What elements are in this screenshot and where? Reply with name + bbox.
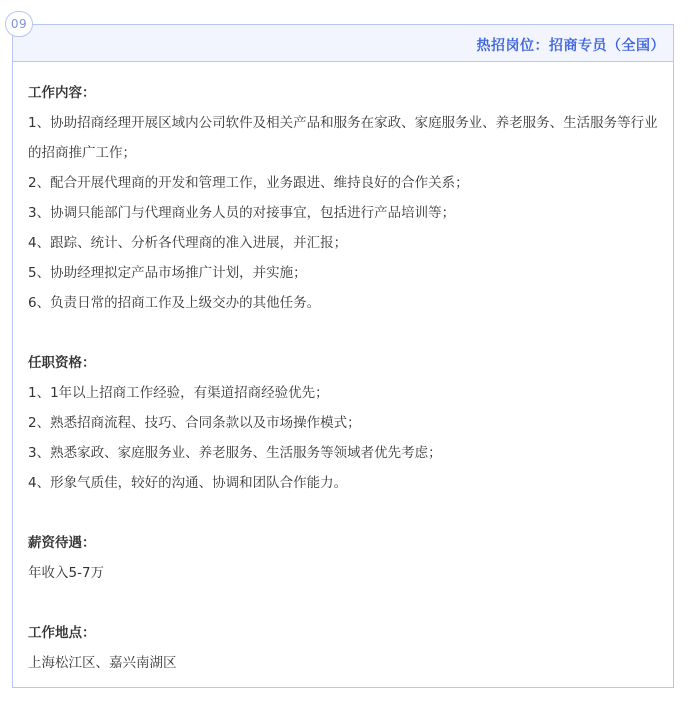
section-title-location: 工作地点： [28,625,96,641]
duty-item: 2、配合开展代理商的开发和管理工作，业务跟进、维持良好的合作关系； [28,175,469,191]
qualification-item: 3、熟悉家政、家庭服务业、养老服务、生活服务等领域者优先考虑； [28,445,442,461]
badge-number: 09 [10,17,28,31]
section-number-badge [5,11,33,37]
section-title-duties: 工作内容： [28,85,96,101]
duty-item: 1、协助招商经理开展区域内公司软件及相关产品和服务在家政、家庭服务业、养老服务、生活服务等行业的招商推广工作； [28,115,658,161]
salary-value: 年收入5-7万 [28,565,105,581]
duty-item: 5、协助经理拟定产品市场推广计划，并实施； [28,265,307,281]
card-header [13,25,673,62]
duty-item: 4、跟踪、统计、分析各代理商的准入进展，并汇报； [28,235,348,251]
qualification-item: 1、1年以上招商工作经验，有渠道招商经验优先； [28,385,329,401]
duty-item: 3、协调只能部门与代理商业务人员的对接事宜，包括进行产品培训等； [28,205,456,221]
section-title-salary: 薪资待遇： [28,535,96,551]
location-value: 上海松江区、嘉兴南湖区 [28,655,177,671]
job-description [28,78,668,678]
duty-item: 6、负责日常的招商工作及上级交办的其他任务。 [28,295,321,311]
qualification-item: 4、形象气质佳，较好的沟通、协调和团队合作能力。 [28,475,348,491]
job-title: 热招岗位：招商专员（全国） [476,38,665,54]
qualification-item: 2、熟悉招商流程、技巧、合同条款以及市场操作模式； [28,415,361,431]
section-title-qualifications: 任职资格： [28,355,96,371]
